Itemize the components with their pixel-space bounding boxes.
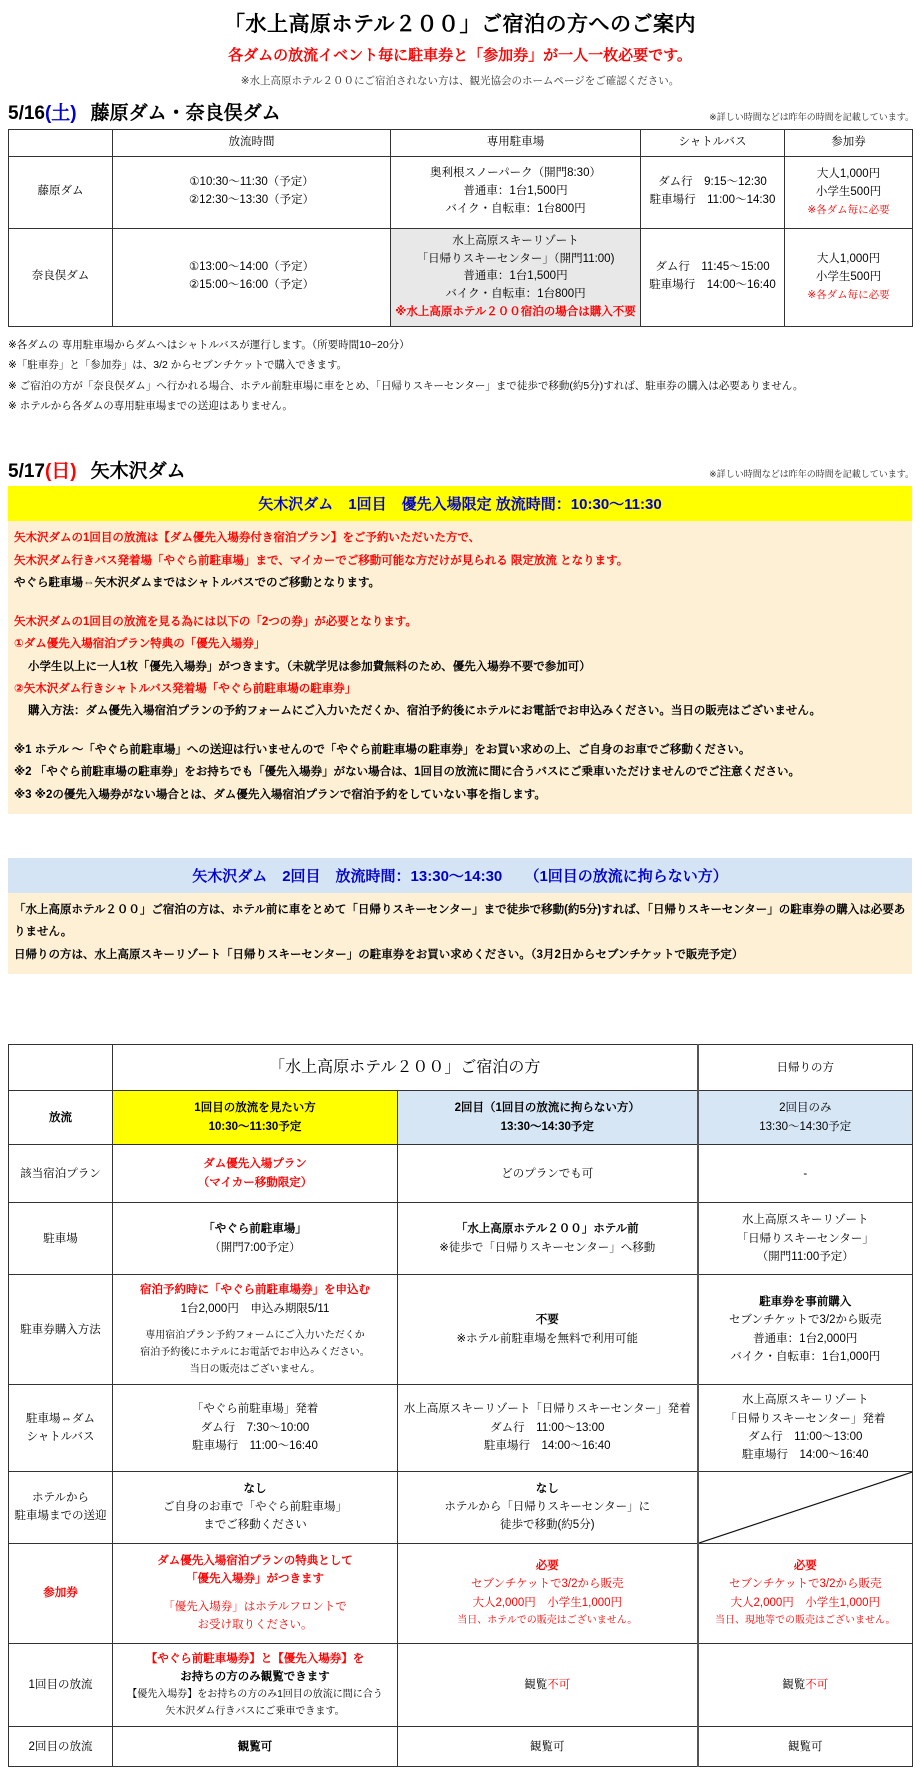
yagisawa-first-release-details xyxy=(8,521,912,814)
text-line: 駐車場行 11:00～16:40 xyxy=(192,1440,318,1453)
text-line: どのプランでも可 xyxy=(501,1167,594,1180)
text-line: ダム行 11:00～13:00 xyxy=(748,1430,863,1443)
cell-parking-fujiwara xyxy=(391,156,641,228)
detail-line: 購入方法：ダム優先入場宿泊プランの予約フォームにご入力いただくか、宿泊予約後にホテルにお電話でお申込みください。当日の販売はございません。 xyxy=(28,705,822,718)
spacer xyxy=(117,1589,393,1598)
footnote: ※ ご宿泊の方が「奈良俣ダム」へ行かれる場合、ホテル前駐車場に車をとめ、「日帰りスキーセンター」まで徒歩で移動(約5分)すれば、駐車券の購入は必要ありません。 xyxy=(8,379,804,392)
text-line: 水上高原スキーリゾート「日帰りスキーセンター」発着 xyxy=(403,1403,691,1416)
text-line: 奥利根スノーパーク（開門8:30） xyxy=(430,167,601,180)
section2-heading xyxy=(8,461,186,484)
banner-main-text: 矢木沢ダム 2回目 放流時間：13:30～14:30 xyxy=(192,868,503,886)
detail-line: ②矢木沢ダム行きシャトルバス発着場「やぐら前駐車場の駐車券」 xyxy=(14,682,357,695)
detail-line: 矢木沢ダムの1回目の放流は【ダム優先入場券付き宿泊プラン】をご予約いただいた方で、 xyxy=(14,532,481,545)
text-line: 「優先入場券」がつきます xyxy=(186,1573,324,1586)
yagisawa-second-release-banner xyxy=(8,858,912,893)
text-line: 駐車場⇔ダム xyxy=(26,1412,95,1425)
spacer xyxy=(0,974,920,1018)
text-line: 10:30～11:30予定 xyxy=(208,1120,302,1133)
spacer xyxy=(14,723,906,739)
table-row-parking xyxy=(9,1203,913,1275)
row-label-plan: 該当宿泊プラン xyxy=(9,1145,113,1203)
text-line: セブンチケットで3/2から販売 xyxy=(729,1578,882,1591)
spacer xyxy=(14,595,906,611)
ticket-required-note: ※各ダム毎に必要 xyxy=(807,203,890,216)
cell-shuttle-daytrip xyxy=(698,1385,913,1472)
text-line: 普通車：1台2,000円 xyxy=(753,1332,858,1345)
cell-release-fujiwara xyxy=(113,156,391,228)
text-line: 「水上高原ホテル２００」ホテル前 xyxy=(455,1223,639,1236)
text-line: バイク・自転車：1台1,000円 xyxy=(730,1351,881,1364)
text-line: セブンチケットで3/2から販売 xyxy=(471,1578,624,1591)
text-line: 1回目の放流を見たい方 xyxy=(194,1102,316,1115)
spacer xyxy=(0,1767,920,1789)
document-header xyxy=(0,0,920,103)
text-line: 【優先入場券】をお持ちの方のみ1回目の放流に間に合う xyxy=(127,1689,383,1701)
detail-line: ※1 ホテル ～「やぐら前駐車場」への送迎は行いませんので「やぐら前駐車場の駐車券」をお買い求めの上、ご自身のお車でご移動ください。 xyxy=(14,743,751,756)
text-line: ダム行 7:30～10:00 xyxy=(200,1421,310,1434)
section1-footnotes xyxy=(8,335,912,417)
text-line: 当日、現地等での販売はございません。 xyxy=(714,1615,896,1627)
cell-second-release-viewing-second: 観覧可 xyxy=(398,1727,698,1767)
text-line: 「やぐら前駐車場」発着 xyxy=(191,1403,319,1416)
section2-note: ※詳しい時間などは昨年の時間を記載しています。 xyxy=(709,469,914,480)
text-line: （開門7:00予定） xyxy=(209,1241,301,1254)
group-header-day-trip: 日帰りの方 xyxy=(698,1045,913,1091)
cell-shuttle-naramata xyxy=(641,228,785,326)
col-release-time: 放流時間 xyxy=(113,129,391,156)
cell-release-daytrip xyxy=(698,1091,913,1145)
text-line: 2回目のみ xyxy=(779,1102,832,1115)
cell-parking-naramata xyxy=(391,228,641,326)
yagisawa-first-release-banner: 矢木沢ダム 1回目 優先入場限定 放流時間：10:30～11:30 xyxy=(8,486,912,521)
cell-ticket-fujiwara xyxy=(785,156,913,228)
row-label-release: 放流 xyxy=(9,1091,113,1145)
cell-transfer-second xyxy=(398,1471,698,1543)
cell-second-release-viewing-first: 観覧可 xyxy=(113,1727,398,1767)
cell-parking-second xyxy=(398,1203,698,1275)
cell-shuttle-second xyxy=(398,1385,698,1472)
section1-name: 藤原ダム・奈良俣ダム xyxy=(90,103,281,125)
text-line: 観覧 xyxy=(524,1678,548,1691)
cell-ticket-daytrip xyxy=(698,1543,913,1643)
detail-line: ①ダム優先入場宿泊プラン特典の「優先入場券」 xyxy=(14,638,266,651)
banner-sub-text: （1回目の放流に拘らない方） xyxy=(524,868,728,886)
detail-line: 「水上高原ホテル２００」ご宿泊の方は、ホテル前に車をとめて「日帰りスキーセンター」まで徒歩で移動(約5分)すれば、「日帰りスキーセンター」の駐車券の購入は必要ありません。 xyxy=(14,904,906,939)
text-line: お受け取りください。 xyxy=(197,1619,313,1632)
text-line: ダム優先入場宿泊プランの特典として xyxy=(157,1554,353,1567)
comparison-table xyxy=(8,1044,913,1767)
footnote: ※ ホテルから各ダムの専用駐車場までの送迎はありません。 xyxy=(8,400,293,413)
section2-name: 矢木沢ダム xyxy=(90,460,186,482)
text-line: ②15:00～16:00（予定） xyxy=(188,279,315,292)
text-line: 不要 xyxy=(535,1314,559,1327)
text-line: 駐車場行 11:00～14:30 xyxy=(649,194,776,207)
text-line: 宿泊予約後にホテルにお電話でお申込みください。 xyxy=(140,1347,370,1359)
header-note: ※水上高原ホテル２００にご宿泊されない方は、観光協会のホームページをご確認ください。 xyxy=(240,75,680,88)
text-line: お持ちの方のみ観覧できます xyxy=(180,1671,330,1684)
text-line: 水上高原スキーリゾート xyxy=(742,1394,869,1407)
footnote: ※各ダムの 専用駐車場からダムへはシャトルバスが運行します。（所要時間10~20分） xyxy=(8,338,410,351)
text-line: セブンチケットで3/2から販売 xyxy=(729,1314,882,1327)
row-label-shuttle xyxy=(9,1385,113,1472)
text-line: 大人2,000円 小学生1,000円 xyxy=(472,1596,623,1609)
detail-line: 矢木沢ダムの1回目の放流を見る為には以下の「2つの券」が必要となります。 xyxy=(14,615,417,628)
dam-schedule-table xyxy=(8,129,913,327)
cell-purchase-daytrip xyxy=(698,1275,913,1385)
row-label-parking: 駐車場 xyxy=(9,1203,113,1275)
text-line: 水上高原スキーリゾート xyxy=(742,1214,869,1227)
cell-shuttle-fujiwara xyxy=(641,156,785,228)
cell-transfer-daytrip-not-applicable xyxy=(698,1471,913,1543)
text-line: 駐車券を事前購入 xyxy=(759,1295,852,1308)
cell-parking-daytrip xyxy=(698,1203,913,1275)
section1-heading-row xyxy=(0,103,920,129)
cell-transfer-first xyxy=(113,1471,398,1543)
text-line: なし xyxy=(243,1482,267,1495)
text-line: （開門11:00予定） xyxy=(756,1251,854,1264)
text-line: 「日帰りスキーセンター」 xyxy=(736,1232,874,1245)
text-line: 小学生500円 xyxy=(815,271,882,284)
text-line: までご移動ください xyxy=(203,1519,307,1532)
text-line: 駐車場までの送迎 xyxy=(14,1510,107,1523)
table-row-participation-ticket xyxy=(9,1543,913,1643)
parking-not-required-note: ※水上高原ホテル２００宿泊の場合は購入不要 xyxy=(395,305,636,318)
text-line: ホテルから「日帰りスキーセンター」に xyxy=(444,1500,651,1513)
text-line: 当日、ホテルでの販売はございません。 xyxy=(457,1615,638,1627)
text-line: ダム行 11:00～13:00 xyxy=(490,1421,605,1434)
page-title: 「水上高原ホテル２００」ご宿泊の方へのご案内 xyxy=(224,13,696,36)
text-line: 必要 xyxy=(535,1560,559,1573)
text-line: - xyxy=(803,1167,808,1180)
cell-purchase-first xyxy=(113,1275,398,1385)
text-line: 普通車：1台1,500円 xyxy=(463,270,568,283)
cell-blank xyxy=(9,1045,113,1091)
section1-date: 5/16 xyxy=(8,103,45,125)
text-line: 「日帰りスキーセンター」発着 xyxy=(725,1412,886,1425)
table-row-plan xyxy=(9,1145,913,1203)
text-line: 「優先入場券」はホテルフロントで xyxy=(163,1600,347,1613)
text-line: 必要 xyxy=(793,1560,817,1573)
text-line: シャトルバス xyxy=(26,1430,95,1443)
text-line-emphasis: 不可 xyxy=(805,1678,829,1691)
text-line: ダム行 11:45～15:00 xyxy=(655,261,770,274)
row-label-participation-ticket: 参加券 xyxy=(9,1543,113,1643)
text-line: 駐車場行 14:00～16:40 xyxy=(483,1440,611,1453)
text-line: 13:30～14:30予定 xyxy=(759,1120,852,1133)
cell-release-first xyxy=(113,1091,398,1145)
ticket-required-note: ※各ダム毎に必要 xyxy=(807,288,890,301)
spacer xyxy=(0,814,920,858)
text-line: ダム優先入場プラン xyxy=(203,1158,307,1171)
text-line: 当日の販売はございません。 xyxy=(189,1364,321,1376)
text-line: 宿泊予約時に「やぐら前駐車場券」を申込む xyxy=(140,1284,370,1297)
col-blank xyxy=(9,129,113,156)
diagonal-strike-icon xyxy=(699,1472,913,1543)
row-label-naramata: 奈良俣ダム xyxy=(9,228,113,326)
text-line: ①10:30～11:30（予定） xyxy=(189,176,314,189)
text-line: 小学生500円 xyxy=(815,186,882,199)
cell-ticket-first xyxy=(113,1543,398,1643)
header-subtitle: 各ダムの放流イベント毎に駐車券と「参加券」が一人一枚必要です。 xyxy=(228,47,692,65)
cell-release-second xyxy=(398,1091,698,1145)
row-label-hotel-transfer xyxy=(9,1471,113,1543)
table-row xyxy=(9,156,913,228)
text-line: ①13:00～14:00（予定） xyxy=(188,261,315,274)
row-label-second-release: 2回目の放流 xyxy=(9,1727,113,1767)
text-line: 2回目（1回目の放流に拘らない方） xyxy=(454,1102,640,1115)
text-line: 徒歩で移動(約5分) xyxy=(499,1519,595,1532)
text-line: バイク・自転車：1台800円 xyxy=(445,288,586,301)
detail-line: やぐら駐車場⇔矢木沢ダムまではシャトルバスでのご移動となります。 xyxy=(14,577,381,590)
text-line: 大人2,000円 小学生1,000円 xyxy=(730,1596,881,1609)
text-line: ②12:30～13:30（予定） xyxy=(188,194,315,207)
detail-line: 矢木沢ダム行きバス発着場「やぐら前駐車場」まで、マイカーでご移動可能な方だけが見られる 限定放流 となります。 xyxy=(14,554,629,567)
text-line: ※徒歩で「日帰りスキーセンター」へ移動 xyxy=(439,1241,656,1254)
spacer xyxy=(0,1018,920,1044)
section2-weekday: (日) xyxy=(44,460,77,482)
text-line: 駐車場行 14:00～16:40 xyxy=(649,279,776,292)
cell-plan-daytrip xyxy=(698,1145,913,1203)
col-ticket: 参加券 xyxy=(785,129,913,156)
row-label-first-release: 1回目の放流 xyxy=(9,1643,113,1727)
text-line: 観覧 xyxy=(782,1678,806,1691)
text-line: ダム行 9:15～12:30 xyxy=(658,176,767,189)
detail-line: 日帰りの方は、水上高原スキーリゾート「日帰りスキーセンター」の駐車券をお買い求めください。（3月2日からセブンチケットで販売予定） xyxy=(14,948,744,961)
detail-line: 小学生以上に一人1枚「優先入場券」がつきます。（未就学児は参加費無料のため、優先入場券不要で参加可） xyxy=(28,660,591,673)
detail-line: ※2 「やぐら前駐車場の駐車券」をお持ちでも「優先入場券」がない場合は、1回目の放流に間に合うバスにご乗車いただけませんのでご注意ください。 xyxy=(14,766,801,779)
spacer xyxy=(117,1318,393,1327)
detail-line: ※3 ※2の優先入場券がない場合とは、ダム優先入場宿泊プランで宿泊予約をしていない事を指します。 xyxy=(14,788,546,801)
table-row-hotel-transfer xyxy=(9,1471,913,1543)
section1-weekday: (土) xyxy=(44,103,77,125)
col-parking: 専用駐車場 xyxy=(391,129,641,156)
text-line: 大人1,000円 xyxy=(816,253,881,266)
text-line: 専用宿泊プラン予約フォームにご入力いただくか xyxy=(145,1330,365,1342)
text-line-emphasis: 不可 xyxy=(547,1678,571,1691)
table-row-second-release-viewing xyxy=(9,1727,913,1767)
text-line: 「日帰りスキーセンター」（開門11:00) xyxy=(416,252,615,265)
table-row xyxy=(9,228,913,326)
cell-plan-second xyxy=(398,1145,698,1203)
cell-shuttle-first xyxy=(113,1385,398,1472)
text-line: （マイカー移動限定） xyxy=(197,1176,313,1189)
cell-second-release-viewing-daytrip: 観覧可 xyxy=(698,1727,913,1767)
cell-ticket-second xyxy=(398,1543,698,1643)
section1-note: ※詳しい時間などは昨年の時間を記載しています。 xyxy=(709,111,914,122)
text-line: バイク・自転車：1台800円 xyxy=(445,203,586,216)
text-line: 13:30～14:30予定 xyxy=(500,1120,594,1133)
text-line: 矢木沢ダム行きバスにご乗車できます。 xyxy=(165,1706,345,1718)
text-line: ※ホテル前駐車場を無料で利用可能 xyxy=(456,1332,639,1345)
text-line: 【やぐら前駐車場券】と【優先入場券】を xyxy=(145,1652,365,1665)
text-line: 水上高原スキーリゾート xyxy=(452,234,579,247)
cell-parking-first xyxy=(113,1203,398,1275)
table-row-release xyxy=(9,1091,913,1145)
table-header-row xyxy=(9,129,913,156)
row-label-fujiwara: 藤原ダム xyxy=(9,156,113,228)
col-shuttle: シャトルバス xyxy=(641,129,785,156)
table-row-parking-purchase xyxy=(9,1275,913,1385)
text-line: 大人1,000円 xyxy=(816,168,881,181)
row-label-parking-purchase: 駐車券購入方法 xyxy=(9,1275,113,1385)
text-line: 普通車：1台1,500円 xyxy=(463,185,568,198)
cell-purchase-second xyxy=(398,1275,698,1385)
group-header-hotel-guests: 「水上高原ホテル２００」ご宿泊の方 xyxy=(113,1045,698,1091)
text-line: ご自身のお車で「やぐら前駐車場」 xyxy=(163,1500,347,1513)
text-line: ホテルから xyxy=(32,1491,89,1504)
section2-heading-row xyxy=(0,461,920,487)
footnote: ※「駐車券」と「参加券」は、3/2 からセブンチケットで購入できます。 xyxy=(8,359,348,372)
table-row-shuttle xyxy=(9,1385,913,1472)
table-group-header-row xyxy=(9,1045,913,1091)
text-line: 駐車場行 14:00～16:40 xyxy=(741,1449,869,1462)
text-line: 「やぐら前駐車場」 xyxy=(203,1223,307,1236)
text-line: なし xyxy=(535,1482,559,1495)
cell-plan-first xyxy=(113,1145,398,1203)
section1-heading xyxy=(8,103,281,126)
cell-release-naramata xyxy=(113,228,391,326)
text-line: 1台2,000円 申込み期限5/11 xyxy=(180,1302,330,1315)
section2-date: 5/17 xyxy=(8,460,45,482)
cell-ticket-naramata xyxy=(785,228,913,326)
yagisawa-second-release-details xyxy=(8,893,912,974)
spacer xyxy=(0,417,920,461)
